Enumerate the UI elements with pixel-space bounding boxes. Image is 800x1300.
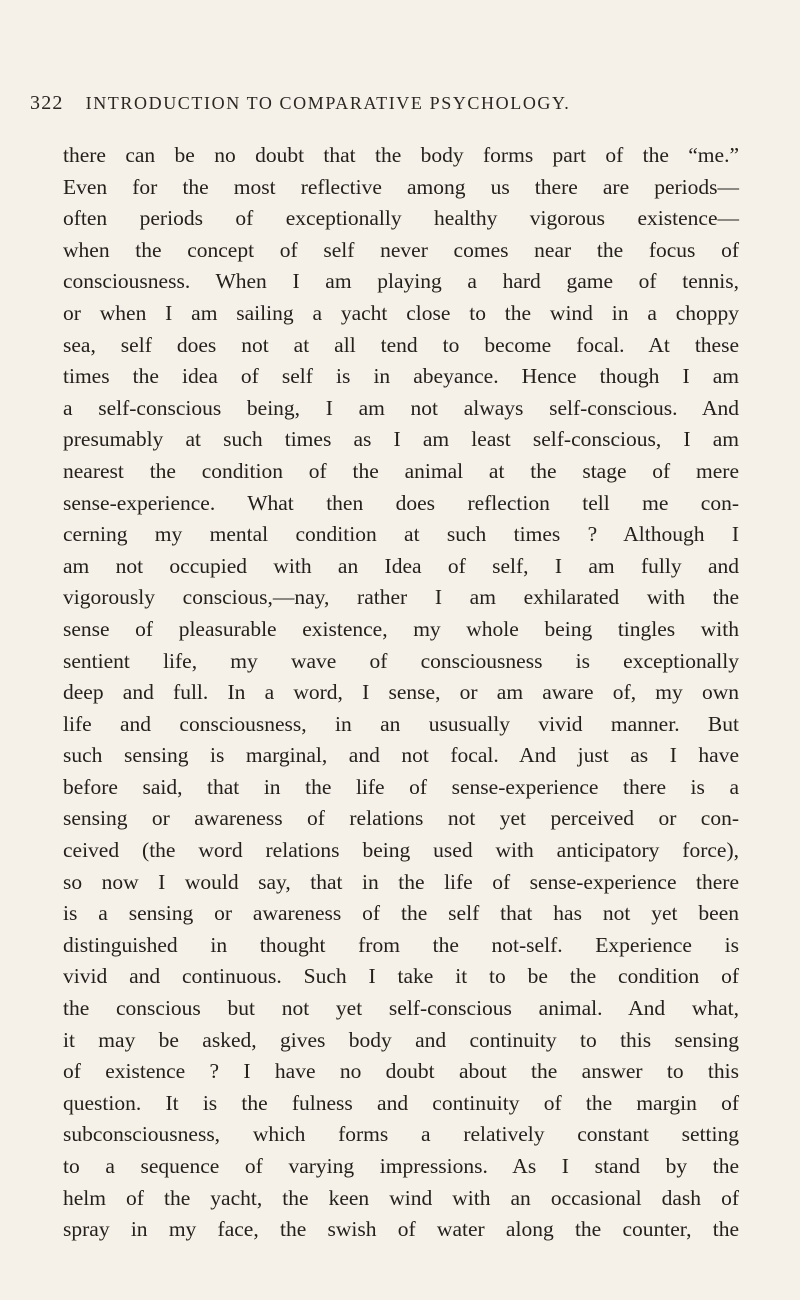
text-line: it may be asked, gives body and continuity to this sensing [63,1027,739,1052]
text-line: helm of the yacht, the keen wind with an occasional dash of [63,1185,739,1210]
text-line: consciousness. When I am playing a hard game of tennis, [63,269,739,294]
text-line: when the concept of self never comes near the focus of [63,237,739,262]
text-line: sense of pleasurable existence, my whole being tingles with [63,616,739,641]
text-line: am not occupied with an Idea of self, I am fully and [63,553,739,578]
text-line: Even for the most reflective among us there are periods— [63,174,739,199]
text-line: of existence ? I have no doubt about the answer to this [63,1059,739,1084]
text-line: a self-conscious being, I am not always self-conscious. And [63,395,739,420]
text-line: so now I would say, that in the life of sense-experience there [63,869,739,894]
text-line: is a sensing or awareness of the self that has not yet been [63,901,739,926]
running-title: INTRODUCTION TO COMPARATIVE PSYCHOLOGY. [85,93,571,113]
text-line: there can be no doubt that the body forms part of the “me.” [63,143,739,167]
text-line: spray in my face, the swish of water along the counter, the [63,1217,739,1242]
text-line: deep and full. In a word, I sense, or am aware of, my own [63,680,739,705]
text-line: nearest the condition of the animal at the stage of mere [63,458,739,483]
text-line: or when I am sailing a yacht close to the wind in a choppy [63,300,739,325]
page-number: 322 [30,92,64,114]
text-line: such sensing is marginal, and not focal. And just as I have [63,743,739,768]
text-line: sentient life, my wave of consciousness is exceptionally [63,648,739,673]
text-line: sense-experience. What then does reflection tell me con- [63,490,739,515]
text-line: distinguished in thought from the not-self. Experience is [63,932,739,957]
text-line: vivid and continuous. Such I take it to be the condition of [63,964,739,989]
text-line: the conscious but not yet self-conscious animal. And what, [63,996,739,1021]
text-line: before said, that in the life of sense-experience there is a [63,774,739,799]
text-line: life and consciousness, in an ususually vivid manner. But [63,711,739,736]
body-text [63,140,739,1246]
text-line: times the idea of self is in abeyance. Hence though I am [63,364,739,389]
text-line: vigorously conscious,—nay, rather I am exhilarated with the [63,585,739,610]
text-line: presumably at such times as I am least self-conscious, I am [63,427,739,452]
text-line: question. It is the fulness and continuity of the margin of [63,1090,739,1115]
text-line: often periods of exceptionally healthy vigorous existence— [63,206,739,231]
text-line: ceived (the word relations being used with anticipatory force), [63,838,739,863]
text-line: subconsciousness, which forms a relatively constant setting [63,1122,739,1147]
text-line: cerning my mental condition at such times ? Although I [63,522,739,547]
running-head [30,92,730,122]
text-line: sensing or awareness of relations not yet perceived or con- [63,806,739,831]
text-line: to a sequence of varying impressions. As I stand by the [63,1154,739,1178]
text-line: sea, self does not at all tend to become focal. At these [63,332,739,357]
